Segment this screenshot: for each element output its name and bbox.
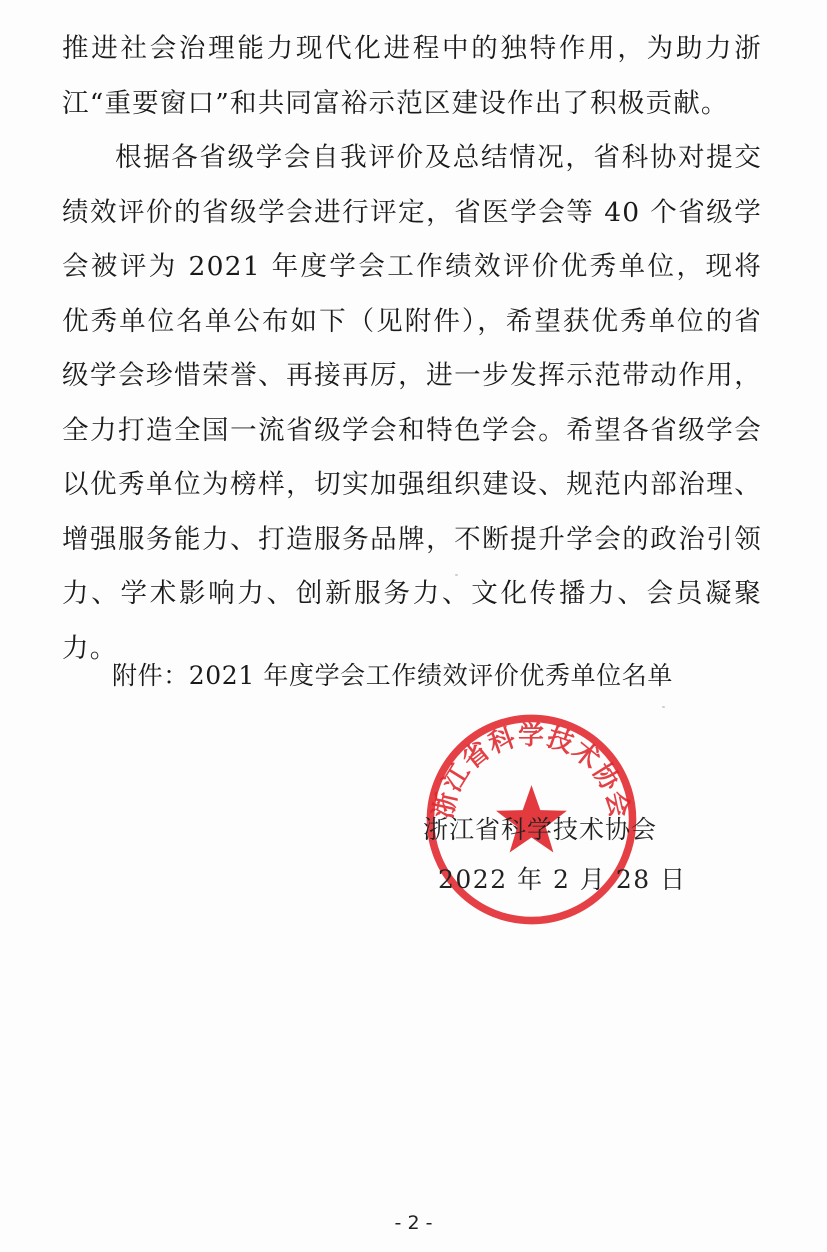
page-number: - 2 - (394, 1212, 433, 1234)
document-body (62, 22, 762, 676)
paragraph-continued: 推进社会治理能力现代化进程中的独特作用，为助力浙江“重要窗口”和共同富裕示范区建设作出了积极贡献。 (62, 33, 762, 119)
signer-name: 浙江省科学技术协会 (423, 815, 658, 844)
scan-speck (662, 706, 665, 708)
seal-arc-text: 浙江省科学技术协会 (428, 721, 635, 822)
paragraph-evaluation: 根据各省级学会自我评价及总结情况，省科协对提交绩效评价的省级学会进行评定，省医学会等 40 个省级学会被评为 2021 年度学会工作绩效评价优秀单位，现将优秀单位名单公布如下（见附件），希望获优秀单位的省级学会珍惜荣誉、再接再厉，进一步发挥示范带动作用，全力打造全国一流省级学会和特色学会。希望各省级学会以优秀单位为榜样，切实加强组织建设、规范内部治理、增强服务能力、打造服务品牌，不断提升学会的政治引领力、学术影响力、创新服务力、文化传播力、会员凝聚力。 (62, 142, 762, 664)
scan-speck (455, 574, 458, 576)
signing-date: 2022 年 2 月 28 日 (438, 865, 687, 894)
attachment-line: 附件：2021 年度学会工作绩效评价优秀单位名单 (112, 661, 673, 690)
